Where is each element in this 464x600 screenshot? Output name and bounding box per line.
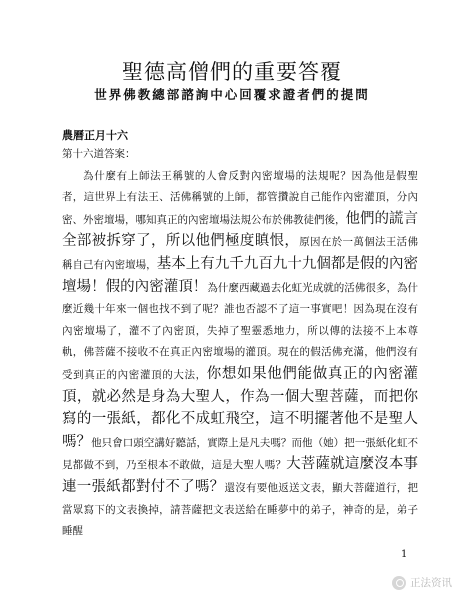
section-label: 第十六道答案： — [62, 148, 136, 160]
body-text-segment: 原因在於一萬個法王活佛稱自己有內密壇場， — [62, 236, 419, 271]
emphasis-text-segment: 基本上有九千九百九十九個都是假的內密壇場！假的內密灌頂！ — [62, 255, 419, 295]
watermark-text: 正法资讯 — [410, 577, 452, 589]
emphasis-text-segment: 他們的謊言全部被拆穿了，所以他們極度瞋恨， — [62, 210, 418, 250]
body-text-segment: 他只會口頭空講好聽話，實際上是凡夫嗎？而他（她）把一張紙化虹不見都做不到，乃至根本不敢做，這是大聖人嗎？ — [62, 436, 418, 472]
document-subtitle: 世界佛教總部諮詢中心回覆求證者們的提問 — [94, 87, 370, 102]
answer-paragraph — [62, 166, 418, 543]
document-title: 聖德高僧們的重要答覆 — [122, 60, 342, 84]
body-text-segment: 為什麼西藏過去化虹光成就的活佛很多，為什麼近幾十年來一個也找不到了呢？誰也否認不了這一事實吧！因為現在沒有內密壇場了，灌不了內密頂，失掉了聖靈悉地力，所以傳的法接不上本尊軌，佛菩薩不接收不在真正內密壇場的灌頂。現在的假活佛充滿，他們沒有受到真正的內密灌頂的大法， — [62, 281, 419, 381]
wechat-logo-icon — [392, 576, 406, 590]
watermark — [392, 575, 452, 590]
body-text-segment: 還沒有要他返送文表，顯大菩薩道行，把當眾寫下的文表換掉，請菩薩把文表送給在睡夢中的弟子，神奇的是，弟子睡醒 — [62, 481, 419, 538]
body-text-segment: 為什麼有上師法王稱號的人會反對內密壇場的法規呢？因為他是假聖者，這世界上有法王、活佛稱號的上師，都管攢說自己能作內密灌頂，分內密、外密壇場，哪知真正的內密壇場法規公布於佛教徒們後， — [62, 169, 418, 226]
lunar-date: 農曆正月十六 — [62, 129, 128, 142]
page-number: 1 — [401, 549, 408, 560]
emphasis-text-segment: 你想如果他們能做真正的內密灌頂，就必然是身為大聖人，作為一個大聖菩薩，而把你寫的一張紙，都化不成虹飛空，這不明擺著他不是聖人嗎？ — [62, 365, 418, 450]
emphasis-text-segment: 大菩薩就這麼沒本事連一張紙都對付不了嗎？ — [62, 456, 419, 495]
answer-body — [62, 144, 418, 543]
